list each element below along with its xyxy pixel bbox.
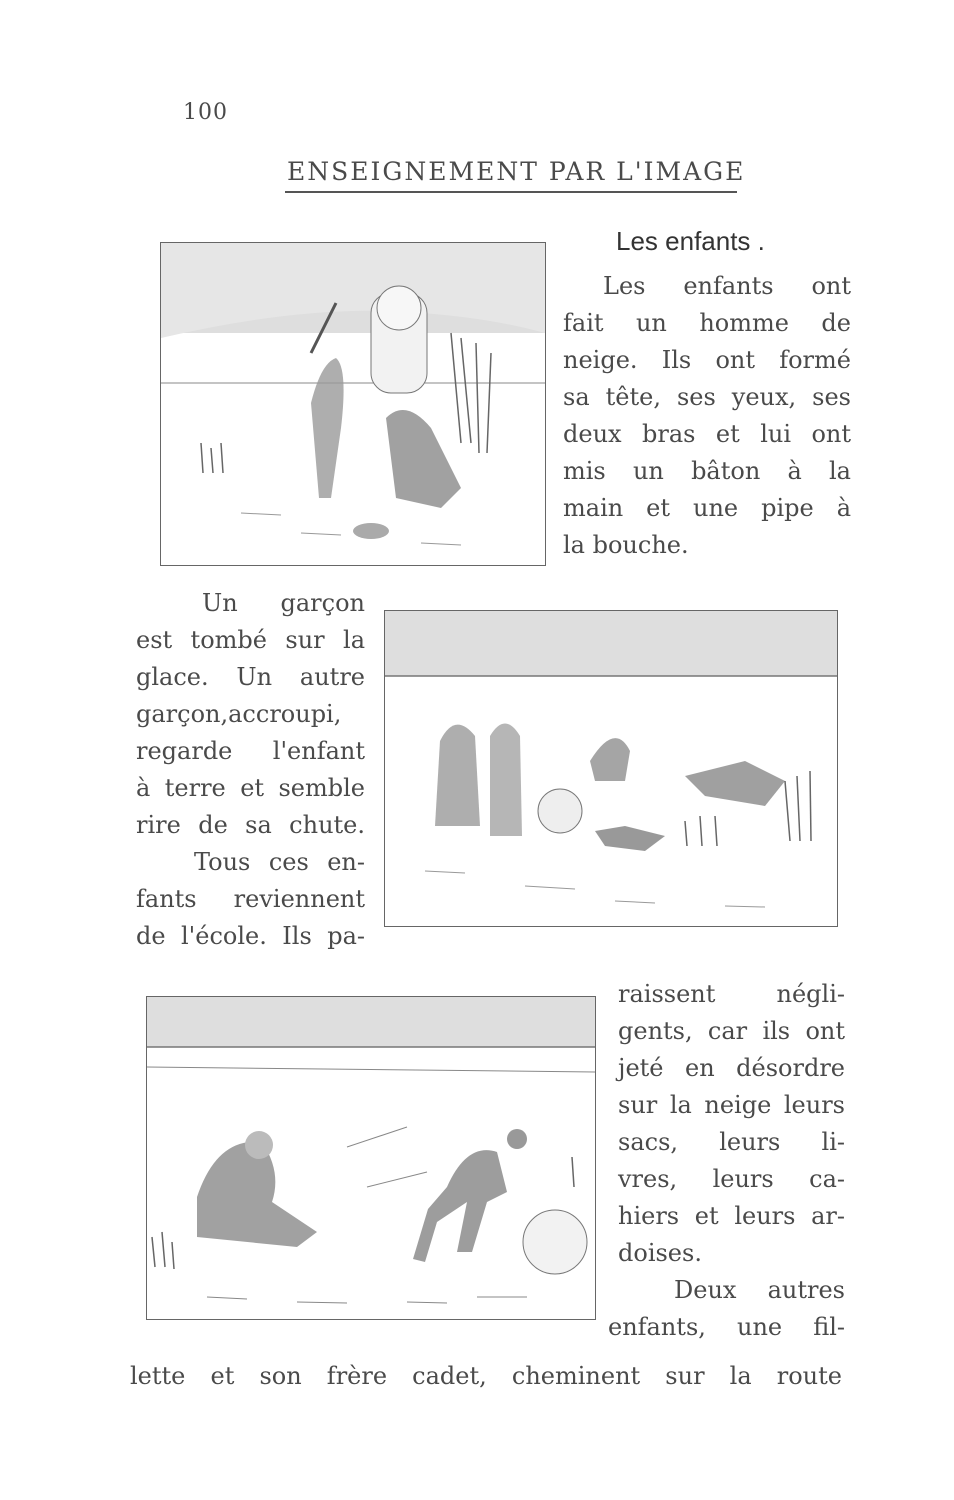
- text-line: Un garçon: [202, 589, 365, 617]
- text-line: enfants, une fil-: [608, 1313, 845, 1341]
- text-line: Deux autres: [674, 1276, 845, 1304]
- text-line: main et une pipe à: [563, 494, 851, 522]
- paragraph-snowman: [563, 268, 851, 564]
- text-line: regarde l'enfant: [136, 737, 365, 765]
- section-title: Les enfants .: [616, 226, 765, 256]
- paragraph-snowball: [608, 976, 845, 1346]
- text-line: vres, leurs ca-: [618, 1165, 845, 1193]
- text-line: la bouche.: [563, 531, 689, 559]
- text-line: Les enfants ont: [603, 272, 851, 300]
- text-line: rire de sa chute.: [136, 811, 365, 839]
- text-line: sa tête, ses yeux, ses: [563, 383, 851, 411]
- text-line: mis un bâton à la: [563, 457, 851, 485]
- text-line: de l'école. Ils pa-: [136, 922, 365, 950]
- text-line: fants reviennent: [136, 885, 365, 913]
- page-number: 100: [183, 100, 228, 125]
- text-line: fait un homme de: [563, 309, 851, 337]
- running-head: ENSEIGNEMENT PAR L'IMAGE: [287, 157, 746, 186]
- text-line: garçon,accroupi,: [136, 700, 342, 728]
- text-line: jeté en désordre: [618, 1054, 845, 1082]
- text-line: raissent négli-: [618, 980, 845, 1008]
- text-line: à terre et semble: [136, 774, 365, 802]
- text-line-final: lette et son frère cadet, cheminent sur la route: [130, 1362, 842, 1390]
- paragraph-fallen-boy: [136, 585, 365, 955]
- text-line: neige. Ils ont formé: [563, 346, 851, 374]
- text-line: sacs, leurs li-: [618, 1128, 845, 1156]
- text-line: est tombé sur la: [136, 626, 365, 654]
- illustration-snowman: [160, 242, 546, 566]
- text-line: gents, car ils ont: [618, 1017, 845, 1045]
- text-line: doises.: [618, 1239, 702, 1267]
- text-line: glace. Un autre: [136, 663, 365, 691]
- header-rule: [285, 191, 737, 193]
- text-line: sur la neige leurs: [618, 1091, 845, 1119]
- text-line: deux bras et lui ont: [563, 420, 851, 448]
- illustration-snowball: [146, 996, 596, 1320]
- text-line: Tous ces en-: [194, 848, 365, 876]
- text-line: hiers et leurs ar-: [618, 1202, 845, 1230]
- illustration-fallen-boy: [384, 610, 838, 927]
